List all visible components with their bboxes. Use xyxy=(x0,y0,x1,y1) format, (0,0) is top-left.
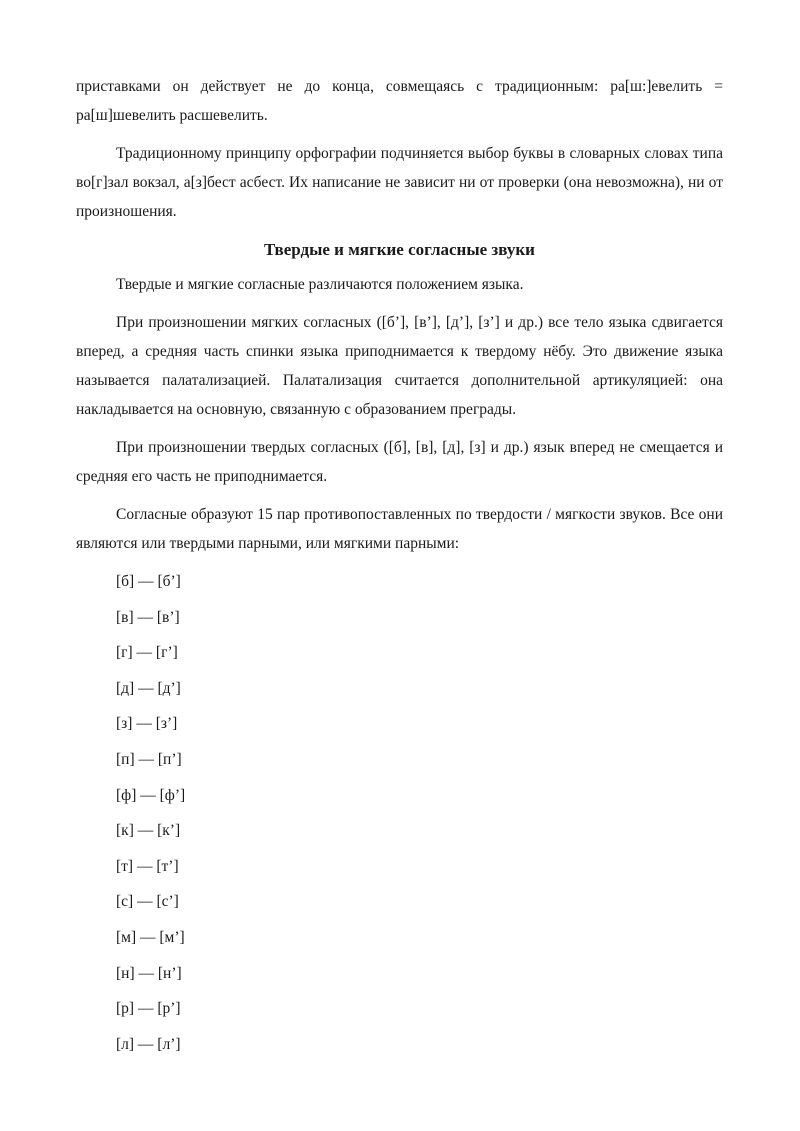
consonant-pair: [т] — [т’] xyxy=(116,857,179,875)
paragraph-soft-consonants: При произношении мягких согласных ([б’], [в’], [д’], [з’] и др.) все тело языка сдвигается вперед, а средняя часть спинки языка приподнимается к твердому нёбу. Это движение языка называется палатализацией. Палатализация считается дополнительной артикуляцией: она накладывается на основную, связанную с образованием преграды. xyxy=(76,314,723,418)
paragraph-hard-consonants: При произношении твердых согласных ([б], [в], [д], [з] и др.) язык вперед не смещается и средняя его часть не приподнимается. xyxy=(76,439,723,485)
consonant-pair: [с] — [с’] xyxy=(116,893,179,911)
consonant-pair: [в] — [в’] xyxy=(116,608,180,626)
paragraph-continuation: приставками он действует не до конца, совмещаясь с традиционным: ра[ш:]евелить = ра[ш]шевелить расшевелить. xyxy=(76,78,723,124)
consonant-pair: [к] — [к’] xyxy=(116,822,181,840)
consonant-pair: [з] — [з’] xyxy=(116,715,178,733)
consonant-pair: [д] — [д’] xyxy=(116,679,181,697)
consonant-pair: [н] — [н’] xyxy=(116,964,182,982)
consonant-pair: [л] — [л’] xyxy=(116,1035,181,1053)
paragraph-pairs-intro: Согласные образуют 15 пар противопоставленных по твердости / мягкости звуков. Все они являются или твердыми парными, или мягкими парными: xyxy=(76,506,723,552)
consonant-pair: [м] — [м’] xyxy=(116,928,185,946)
consonant-pairs-list xyxy=(76,567,723,1059)
consonant-pair: [ф] — [ф’] xyxy=(116,786,186,804)
consonant-pair: [г] — [г’] xyxy=(116,644,178,662)
document-page xyxy=(76,72,723,1065)
consonant-pair: [б] — [б’] xyxy=(116,573,181,590)
consonant-pair: [п] — [п’] xyxy=(116,750,182,768)
consonant-pair: [р] — [р’] xyxy=(116,1000,181,1018)
paragraph-traditional-principle: Традиционному принципу орфографии подчиняется выбор буквы в словарных словах типа во[г]зал вокзал, а[з]бест асбест. Их написание не зависит ни от проверки (она невозможна), ни от произношения. xyxy=(76,145,723,220)
section-heading: Твердые и мягкие согласные звуки xyxy=(264,240,535,259)
paragraph-tongue-position: Твердые и мягкие согласные различаются положением языка. xyxy=(116,276,524,293)
